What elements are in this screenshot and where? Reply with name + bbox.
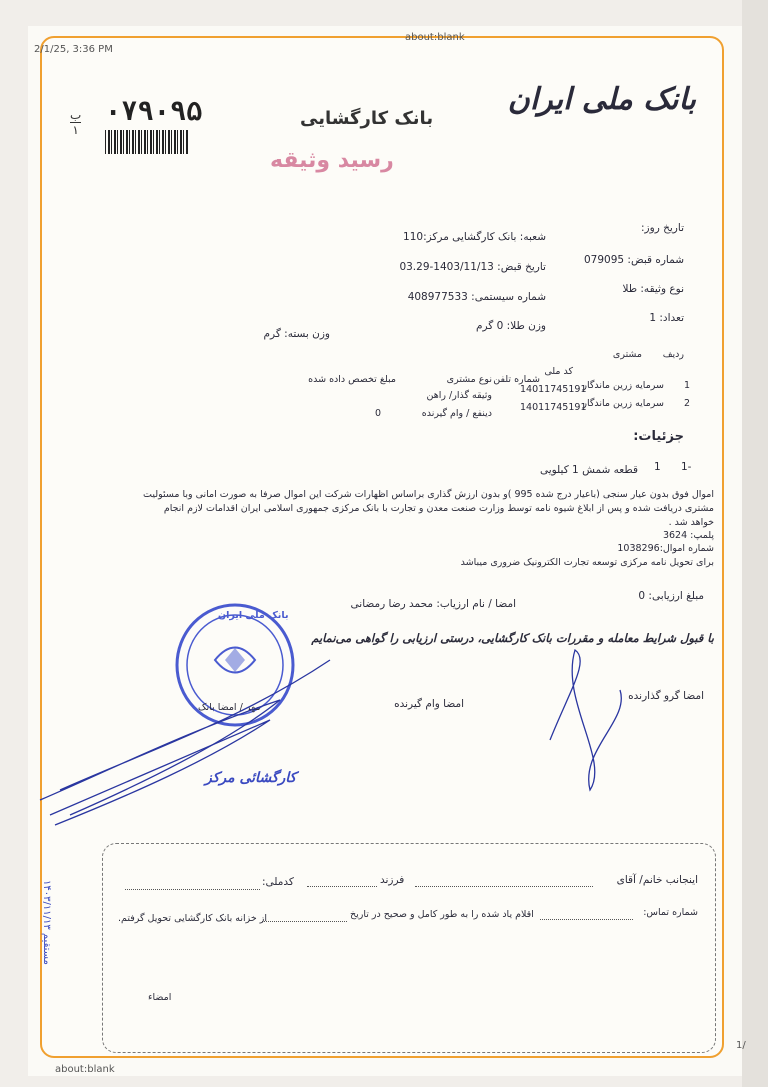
slip-father-line (307, 885, 377, 887)
slip-line2-end: از خزانه بانک کارگشایی تحویل گرفتم. (118, 913, 267, 924)
slip-phone: شماره تماس: (643, 907, 698, 918)
slip-signature-label: امضاء (148, 992, 172, 1003)
row-2-code: 14011745191 (520, 402, 587, 413)
count-field: تعداد: 1 (649, 312, 684, 324)
fraction-top: ب (70, 108, 82, 122)
item-index: 1- (681, 461, 692, 473)
bank-logo: بانک ملی ایران (507, 82, 696, 117)
header-customer: مشتری (612, 349, 642, 360)
details-label: جزئیات: (633, 429, 684, 444)
slip-son-of: فرزند (380, 874, 405, 886)
row-1-code: 14011745191 (520, 384, 587, 395)
bank-name: بانک کارگشایی (300, 108, 434, 129)
side-handwritten-note (30, 880, 60, 1050)
print-title: about:blank (405, 32, 465, 43)
slip-name-line (415, 885, 593, 887)
receipt-number-field: شماره قبض: 079095 (584, 254, 684, 266)
appraiser-signature: امضا / نام ارزیاب: محمد رضا رمضانی (350, 598, 516, 610)
paragraph-line-3: خواهد شد . (668, 517, 714, 528)
row-1-name: سرمایه زرین ماندگار (582, 380, 664, 391)
side-note-text: ۱۴۰۳/۱۱/۱۳ مستقیم (41, 880, 52, 965)
item-qty: 1 (654, 461, 661, 473)
paragraph-line-2: مشتری دریافت شده و پس از ابلاغ شیوه نامه توسط وزارت صنعت معدن و تجارت با بانک مرکزی جمهوری اسلامی ایران اقدامات لازم انجام (163, 503, 714, 514)
slip-national-code: کدملی: (262, 876, 294, 888)
branch-stamp: کارگشائی مرکز (205, 770, 297, 786)
date-label: تاریخ روز: (641, 222, 684, 234)
seal-label: مهر / امضا بانک (198, 702, 261, 713)
header-allocated-amount: مبلغ تخصص داده شده (308, 374, 396, 385)
pack-weight-field: وزن بسته: گرم (263, 328, 330, 340)
paragraph-line-1: اموال فوق بدون عیار سنجی (باعیار درج شده 995 )و بدون ارزش گذاری براساس اظهارات شرکت این اموال صرفا به صورت امانی وبا مسئولیت (143, 489, 714, 500)
borrower-signature-label: امضا وام گیرنده (394, 698, 464, 710)
delivery-note: برای تحویل نامه مرکزی توسعه تجارت الکترونیک ضروری میباشد (460, 557, 714, 568)
barcode (105, 130, 189, 154)
row-2-name: سرمایه زرین ماندگار (582, 398, 664, 409)
appraisal-amount: مبلغ ارزیابی: 0 (638, 590, 704, 602)
slip-title-prefix: اینجانب خانم/ آقای (616, 874, 698, 886)
collateral-type-field: نوع وثیقه: طلا (622, 283, 684, 295)
branch-field: شعبه: بانک کارگشایی مرکز:110 (403, 231, 546, 243)
seal-number: پلمپ: 3624 (662, 530, 714, 541)
fraction-code (70, 108, 81, 137)
header-national-code: کد ملی (544, 366, 573, 377)
print-url: about:blank (55, 1064, 115, 1075)
system-number-field: شماره سیستمی: 408977533 (407, 291, 546, 303)
print-page-number: 1/ (736, 1040, 746, 1051)
serial-number: ۰۷۹۰۹۵ (105, 96, 203, 127)
row-2-amount: 0 (375, 408, 382, 419)
slip-national-code-line (125, 888, 260, 890)
print-datetime: 2/1/25, 3:36 PM (34, 44, 113, 55)
slip-line2-mid: اقلام یاد شده را به طور کامل و صحیح در تاریخ (350, 909, 534, 920)
header-customer-type: نوع مشتری (446, 374, 492, 385)
fraction-bottom: ۱ (72, 123, 79, 137)
header-row: ردیف (662, 349, 684, 360)
page-edge (742, 0, 768, 1087)
gold-weight-field: وزن طلا: 0 گرم (475, 320, 546, 332)
receipt-date-field: تاریخ قبض: 1403/11/13-03.29 (399, 261, 546, 273)
row-2-index: 2 (684, 398, 691, 409)
header-phone: شماره تلفن (493, 374, 540, 385)
acceptance-statement: با قبول شرایط معامله و مقررات بانک کارگشایی، درستی ارزیابی را گواهی می‌نمایم (311, 631, 714, 645)
slip-phone-line (540, 918, 633, 920)
row-2-type: دینفع / وام گیرنده (421, 408, 492, 419)
row-1-index: 1 (684, 380, 691, 391)
slip-date-line (262, 920, 347, 922)
asset-number: شماره اموال:1038296 (617, 543, 714, 554)
signatures (30, 600, 730, 830)
pledger-signature-label: امضا گرو گذارنده (628, 690, 704, 702)
item-description: قطعه شمش 1 کیلویی (539, 464, 638, 476)
seal-logo-text: بانک ملی ایران (218, 610, 289, 621)
row-1-type: وثیقه گذار/ راهن (426, 390, 492, 401)
document-title: رسید وثیقه (270, 148, 394, 173)
